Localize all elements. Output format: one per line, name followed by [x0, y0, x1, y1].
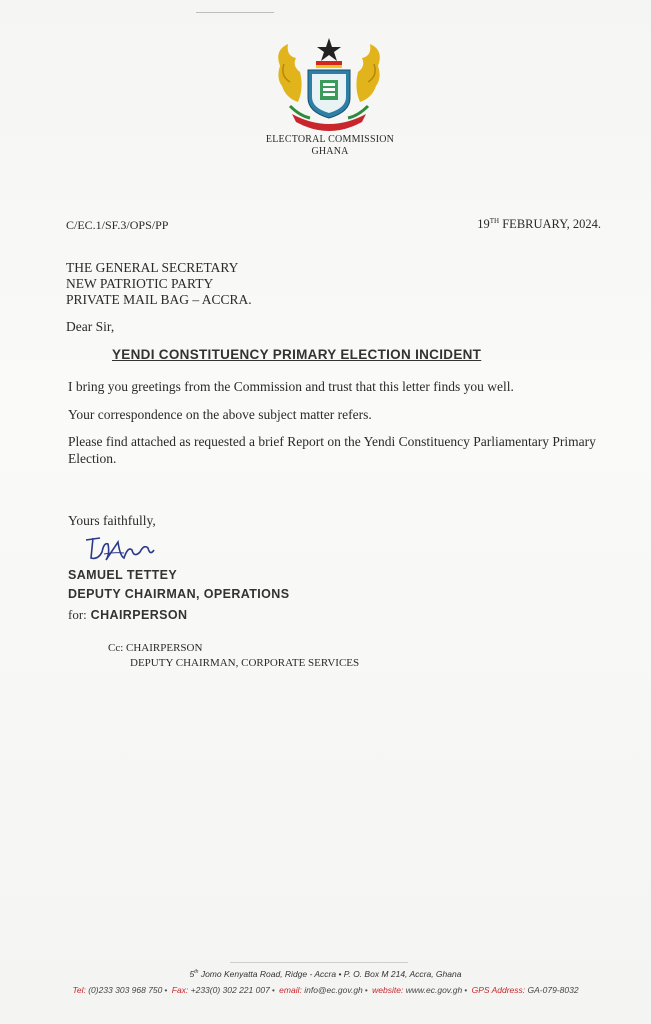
subject-heading: YENDI CONSTITUENCY PRIMARY ELECTION INCIDENT — [112, 347, 482, 362]
website-link[interactable]: www.ec.gov.gh — [403, 985, 463, 995]
divider — [196, 12, 274, 13]
cc-list — [108, 641, 359, 671]
letter-date — [477, 217, 601, 232]
website-label: website: — [372, 985, 404, 995]
footer-address — [0, 969, 651, 979]
body-paragraph: Please find attached as requested a brief Report on the Yendi Constituency Parliamentary Primary Election. — [68, 434, 596, 466]
commission-name-line1: ELECTORAL COMMISSION — [265, 134, 395, 145]
recipient-line: NEW PATRIOTIC PARTY — [66, 276, 214, 291]
recipient-line: THE GENERAL SECRETARY — [66, 260, 239, 275]
salutation: Dear Sir, — [66, 319, 115, 334]
for-whom: CHAIRPERSON — [90, 608, 188, 622]
fax-label: Fax: — [171, 985, 189, 995]
footer-contacts: Tel: (0)233 303 968 750 • Fax: +233(0) 302 221 007 • email: info@ec.gov.gh • website: www.ec.gov.gh • GPS Address: GA-079-8032 — [72, 985, 579, 995]
cc-item: DEPUTY CHAIRMAN, CORPORATE SERVICES — [130, 657, 360, 669]
date-rest: FEBRUARY, 2024. — [499, 217, 601, 231]
tel-value: (0)233 303 968 750 — [85, 985, 163, 995]
gps-value: GA-079-8032 — [525, 985, 579, 995]
cc-label: Cc: — [108, 642, 124, 654]
date-suffix: TH — [489, 217, 500, 225]
date-day: 19 — [477, 217, 490, 231]
on-behalf-of — [68, 607, 187, 623]
signature-image — [84, 530, 156, 564]
footer-divider — [230, 962, 408, 963]
recipient-line: PRIVATE MAIL BAG – ACCRA. — [66, 292, 252, 307]
address-rest: Jomo Kenyatta Road, Ridge - Accra • P. O. Box M 214, Accra, Ghana — [198, 969, 462, 979]
email-link[interactable]: info@ec.gov.gh — [301, 985, 363, 995]
body-paragraph: Your correspondence on the above subject matter refers. — [68, 407, 372, 422]
signatory-name: SAMUEL TETTEY — [68, 568, 178, 582]
cc-item: CHAIRPERSON — [126, 642, 203, 654]
fax-value: +233(0) 302 221 007 — [188, 985, 270, 995]
email-label: email: — [279, 985, 302, 995]
reference-number: C/EC.1/SF.3/OPS/PP — [66, 218, 169, 232]
tel-label: Tel: — [72, 985, 86, 995]
address-number: 5 — [189, 969, 195, 979]
body-paragraph: I bring you greetings from the Commission and trust that this letter finds you well. — [68, 379, 514, 394]
coat-of-arms-icon — [270, 36, 388, 136]
gps-label: GPS Address: — [471, 985, 526, 995]
commission-name — [230, 134, 430, 158]
signatory-title: DEPUTY CHAIRMAN, OPERATIONS — [68, 587, 290, 601]
for-label: for: — [68, 607, 87, 622]
commission-name-line2: GHANA — [311, 146, 349, 157]
closing: Yours faithfully, — [68, 513, 156, 528]
address-sup: th — [194, 969, 199, 976]
recipient-address — [66, 260, 252, 308]
